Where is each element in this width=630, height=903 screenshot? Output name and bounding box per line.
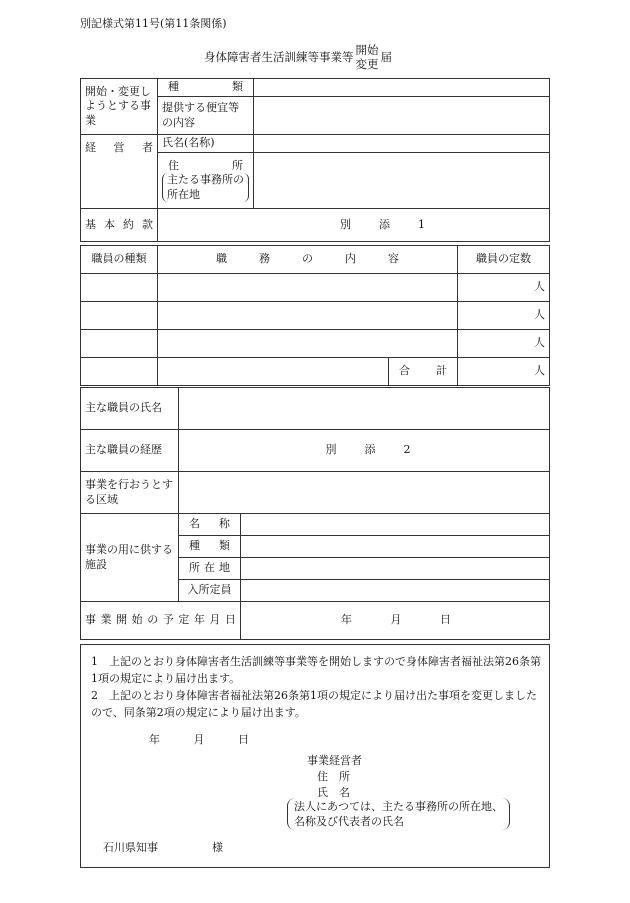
quota-header: 職員の定数 bbox=[458, 246, 550, 274]
business-label: 開始・変更しようとする事業 bbox=[81, 79, 158, 135]
facility-type-label-text: 種 類 bbox=[189, 539, 230, 553]
address-field[interactable] bbox=[254, 153, 550, 209]
staff-type-header: 職員の種類 bbox=[81, 246, 158, 274]
facility-name-label-text: 名 称 bbox=[189, 517, 230, 531]
type-field[interactable] bbox=[254, 79, 550, 97]
main-staff-name-label: 主な職員の氏名 bbox=[81, 388, 179, 430]
recipient: 石川県知事 bbox=[103, 841, 158, 854]
duty-field[interactable] bbox=[158, 274, 458, 302]
address-label bbox=[158, 153, 254, 209]
start-date-day: 日 bbox=[440, 613, 451, 627]
facility-location-label bbox=[179, 558, 241, 580]
start-date-label bbox=[81, 602, 241, 640]
facility-name-label bbox=[179, 514, 241, 536]
item-2-number: 2 bbox=[91, 689, 98, 702]
bylaws-attachment: 別添1 bbox=[158, 209, 550, 242]
title-option-change: 変更 bbox=[355, 56, 379, 71]
facility-capacity-label: 入所定員 bbox=[179, 580, 241, 602]
form-title bbox=[204, 44, 392, 72]
total-field[interactable] bbox=[458, 358, 550, 386]
operator-label bbox=[81, 135, 158, 209]
main-staff-career-attachment: 別添2 bbox=[179, 430, 550, 472]
total-label bbox=[389, 358, 458, 386]
service-label: 提供する便宜等の内容 bbox=[158, 97, 254, 135]
quota-field[interactable] bbox=[458, 330, 550, 358]
total-row bbox=[81, 358, 550, 386]
facility-table bbox=[80, 387, 550, 640]
business-info-table bbox=[80, 78, 550, 242]
form-number: 別記様式第11号(第11条関係) bbox=[80, 17, 227, 30]
start-date-month: 月 bbox=[390, 613, 402, 627]
title-prefix: 身体障害者生活訓練等事業等 bbox=[204, 49, 354, 64]
facility-capacity-field[interactable] bbox=[241, 580, 550, 602]
declaration-date-day: 日 bbox=[238, 733, 249, 746]
total-label-text: 合 計 bbox=[399, 364, 447, 378]
address-note: 主たる事務所の所在地 bbox=[162, 173, 249, 202]
item-2-text: 上記のとおり身体障害者福祉法第26条第1項の規定により届け出た事項を変更しましたので、同条第2項の規定により届け出ます。 bbox=[91, 689, 537, 719]
declaration-date-month: 月 bbox=[193, 733, 205, 746]
main-staff-career-label: 主な職員の経歴 bbox=[81, 430, 179, 472]
operator-label-text: 経 営 者 bbox=[85, 141, 153, 154]
quota-unit: 人 bbox=[534, 308, 545, 322]
staff-type-field[interactable] bbox=[81, 330, 158, 358]
title-option-start: 開始 bbox=[355, 43, 379, 57]
declaration-item-1 bbox=[91, 653, 547, 687]
duty-header: 職務の内容 bbox=[158, 246, 458, 274]
quota-field[interactable] bbox=[458, 274, 550, 302]
table-row bbox=[81, 302, 550, 330]
name-label: 氏名(名称) bbox=[158, 135, 254, 153]
title-options bbox=[356, 44, 379, 72]
bylaws-label-text: 基 本 約 款 bbox=[85, 217, 153, 231]
title-suffix: 届 bbox=[380, 49, 392, 64]
duty-field[interactable] bbox=[158, 330, 458, 358]
corporation-note bbox=[287, 798, 510, 830]
quota-field[interactable] bbox=[458, 302, 550, 330]
address-label-text: 住 所 bbox=[168, 159, 243, 173]
type-label-text: 種 類 bbox=[168, 80, 243, 94]
area-field[interactable] bbox=[179, 472, 550, 514]
name-field[interactable] bbox=[254, 135, 550, 153]
start-date-year: 年 bbox=[341, 613, 352, 627]
table-row bbox=[81, 274, 550, 302]
bylaws-label bbox=[81, 209, 158, 242]
item-1-text: 上記のとおり身体障害者生活訓練等事業等を開始しますので身体障害者福祉法第26条第1項の規定により届け出ます。 bbox=[91, 655, 541, 685]
declaration-date-year: 年 bbox=[149, 733, 160, 746]
declaration-date[interactable] bbox=[149, 733, 249, 747]
duty-field[interactable] bbox=[158, 302, 458, 330]
facility-location-label-text: 所 在 地 bbox=[189, 561, 230, 575]
recipient-line bbox=[103, 841, 223, 855]
facility-type-field[interactable] bbox=[241, 536, 550, 558]
facility-type-label bbox=[179, 536, 241, 558]
facility-label: 事業の用に供する施設 bbox=[81, 514, 179, 602]
total-unit: 人 bbox=[534, 364, 545, 378]
corporation-note-bracket bbox=[287, 798, 510, 830]
corp-note-line-2: 名称及び代表者の氏名 bbox=[294, 815, 404, 828]
facility-location-field[interactable] bbox=[241, 558, 550, 580]
start-date-field[interactable] bbox=[241, 602, 550, 640]
declaration-item-2 bbox=[91, 687, 547, 721]
item-1-number: 1 bbox=[91, 655, 98, 668]
operator-title: 事業経営者 bbox=[307, 754, 362, 767]
staff-type-field[interactable] bbox=[81, 274, 158, 302]
area-label: 事業を行おうとする区域 bbox=[81, 472, 179, 514]
service-field[interactable] bbox=[254, 97, 550, 135]
quota-unit: 人 bbox=[534, 336, 545, 350]
table-row bbox=[81, 330, 550, 358]
operator-block bbox=[307, 753, 362, 801]
staff-type-field[interactable] bbox=[81, 302, 158, 330]
staff-table bbox=[80, 245, 550, 386]
corp-note-line-1: 法人にあつては、主たる事務所の所在地、 bbox=[294, 800, 503, 813]
facility-name-field[interactable] bbox=[241, 514, 550, 536]
quota-unit: 人 bbox=[534, 280, 545, 294]
operator-name-label[interactable]: 氏 名 bbox=[317, 786, 350, 799]
honorific: 様 bbox=[212, 841, 223, 854]
operator-address-label[interactable]: 住 所 bbox=[317, 770, 350, 783]
type-label bbox=[158, 79, 254, 97]
declaration-box bbox=[80, 644, 550, 868]
main-staff-name-field[interactable] bbox=[179, 388, 550, 430]
start-date-label-text: 事 業 開 始 の 予 定 年 月 日 bbox=[85, 613, 236, 627]
